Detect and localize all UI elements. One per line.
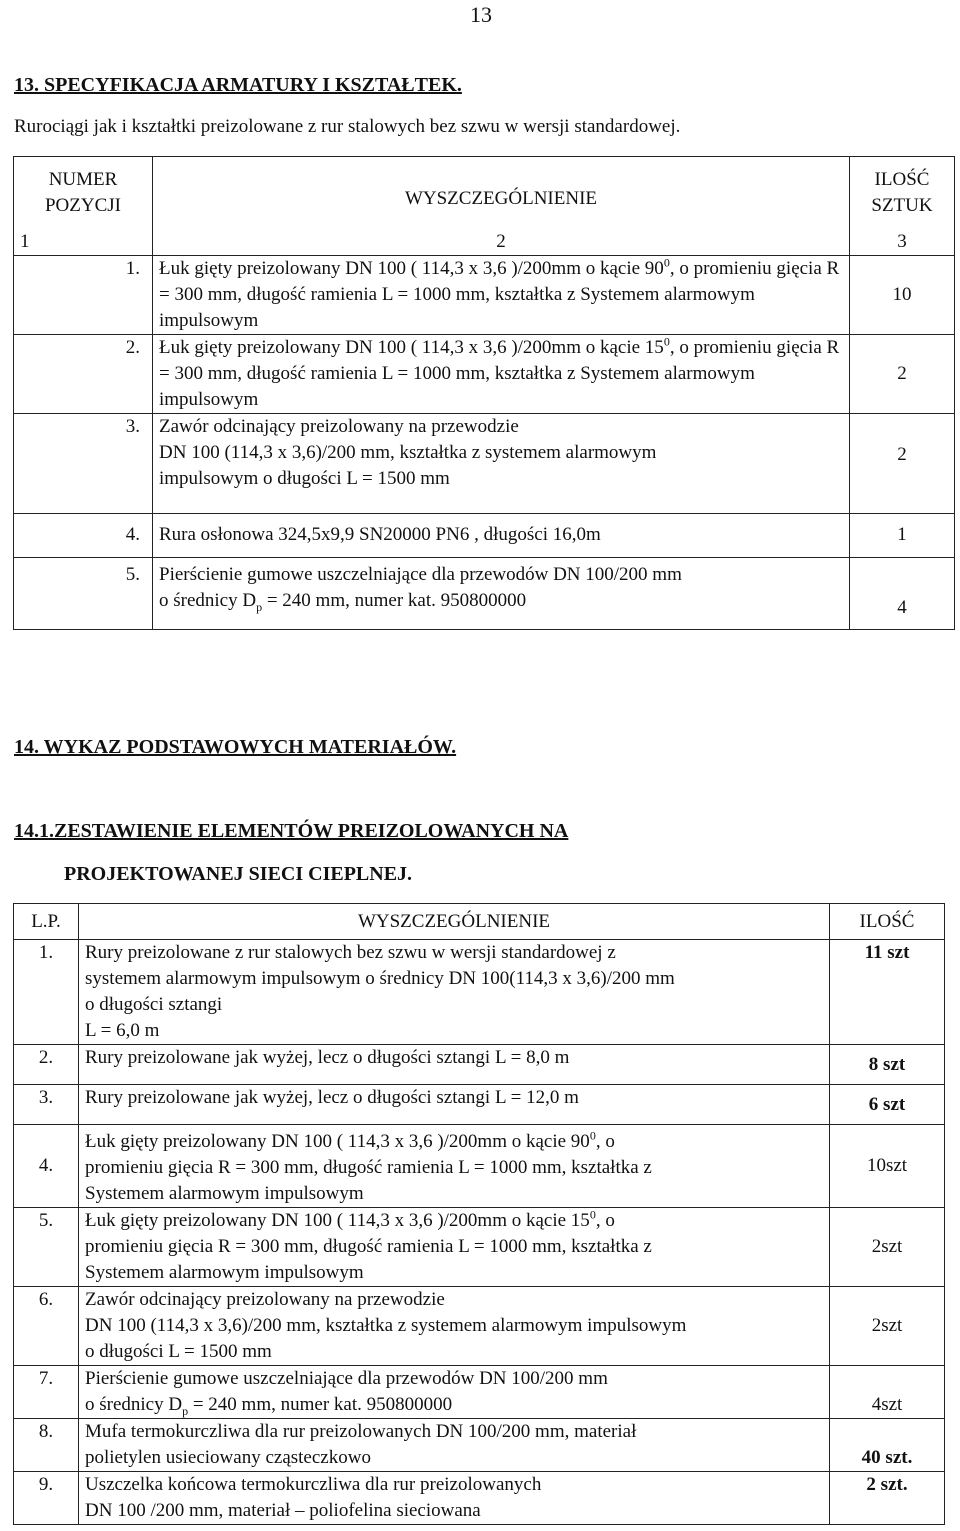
row-description: [79, 1366, 830, 1419]
header-quantity-line1: ILOŚĆ: [874, 168, 930, 190]
row-description-line: DN 100 (114,3 x 3,6)/200 mm, kształtka z systemem alarmowym impulsowym: [85, 1315, 687, 1336]
row-description-line: promieniu gięcia R = 300 mm, długość ramienia L = 1000 mm, kształtka z: [85, 1157, 652, 1178]
table-row: [14, 1366, 945, 1419]
row-description-line: L = 6,0 m: [85, 1020, 160, 1041]
row-description: [79, 1472, 830, 1525]
row-description-line: [85, 1208, 823, 1234]
specification-table: [13, 156, 955, 630]
colnum-2: 2: [153, 229, 850, 256]
section-14-1-title-line2: PROJEKTOWANEJ SIECI CIEPLNEJ.: [64, 863, 413, 885]
column-number-row: [14, 229, 955, 256]
table-row: [14, 413, 955, 513]
subscript: p: [256, 599, 263, 614]
row-number: 7.: [14, 1366, 79, 1419]
row-description: [79, 940, 830, 1045]
row-description: [79, 1419, 830, 1472]
row-quantity: 6 szt: [830, 1085, 945, 1125]
header-number-line2: POZYCJI: [44, 194, 121, 216]
row-description: Rury preizolowane jak wyżej, lecz o długości sztangi L = 8,0 m: [79, 1045, 830, 1085]
row-description-line: Pierścienie gumowe uszczelniające dla przewodów DN 100/200 mm: [85, 1368, 608, 1389]
table-row: [14, 334, 955, 413]
row-description-line: Uszczelka końcowa termokurczliwa dla rur preizolowanych: [85, 1474, 542, 1495]
row-description-line: Systemem alarmowym impulsowym: [85, 1183, 364, 1204]
row-description-text: , o: [595, 1210, 615, 1231]
row-description-text: o średnicy D: [85, 1394, 183, 1415]
row-number: 9.: [14, 1472, 79, 1525]
row-quantity: 11 szt: [830, 940, 945, 1045]
row-description-line: promieniu gięcia R = 300 mm, długość ramienia L = 1000 mm, kształtka z: [85, 1236, 652, 1257]
row-number: 5.: [14, 557, 153, 629]
row-description-line: [85, 1392, 823, 1418]
row-description-line: DN 100 /200 mm, materiał – poliofelina sieciowana: [85, 1500, 481, 1521]
row-number: 4.: [14, 513, 153, 557]
header-lp: L.P.: [14, 904, 79, 940]
row-description-line: Pierścienie gumowe uszczelniające dla przewodów DN 100/200 mm: [159, 563, 682, 585]
header-quantity-line2: SZTUK: [871, 194, 933, 216]
row-description-line: Zawór odcinający preizolowany na przewodzie: [159, 415, 519, 437]
row-quantity: 2 szt.: [830, 1472, 945, 1525]
table-row: [14, 940, 945, 1045]
row-description-line: Systemem alarmowym impulsowym: [85, 1262, 364, 1283]
row-number: 5.: [14, 1208, 79, 1287]
row-number: 3.: [14, 413, 153, 513]
row-quantity: 2: [850, 413, 955, 513]
row-description: [153, 557, 850, 629]
page-number: 13: [470, 2, 492, 27]
row-number: 1.: [14, 255, 153, 334]
row-description-text: Łuk gięty preizolowany DN 100 ( 114,3 x 3,6 )/200mm o kącie 90: [85, 1131, 590, 1152]
row-description-text: , o promieniu gięcia R = 300 mm, długość ramienia L = 1000 mm, kształtka z Systemem alarmowym impulsowym: [159, 336, 840, 410]
row-description-line: systemem alarmowym impulsowym o średnicy DN 100(114,3 x 3,6)/200 mm: [85, 968, 675, 989]
row-quantity: 1: [850, 513, 955, 557]
row-description-line: impulsowym o długości L = 1500 mm: [159, 467, 450, 489]
section-14-title: 14. WYKAZ PODSTAWOWYCH MATERIAŁÓW.: [14, 736, 457, 758]
row-description: [79, 1125, 830, 1208]
degree-superscript: 0: [663, 255, 670, 270]
subscript: p: [182, 1403, 189, 1418]
row-quantity: 10szt: [830, 1125, 945, 1208]
colnum-1: 1: [14, 229, 153, 256]
row-quantity: 10: [850, 255, 955, 334]
row-quantity: 4: [850, 557, 955, 629]
row-number: 1.: [14, 940, 79, 1045]
table-row: [14, 1419, 945, 1472]
row-number: 3.: [14, 1085, 79, 1125]
row-description-line: polietylen usieciowany cząsteczkowo: [85, 1447, 371, 1468]
row-description-line: [85, 1129, 823, 1155]
table-header-row: [14, 904, 945, 940]
table-header-row: [14, 157, 955, 229]
table-row: [14, 1287, 945, 1366]
header-description: WYSZCZEGÓLNIENIE: [79, 904, 830, 940]
row-quantity: 4szt: [830, 1366, 945, 1419]
row-number: 6.: [14, 1287, 79, 1366]
section-14-1-title: 14.1.ZESTAWIENIE ELEMENTÓW PREIZOLOWANYCH NA: [14, 820, 569, 842]
table-row: [14, 1045, 945, 1085]
degree-superscript: 0: [589, 1128, 596, 1143]
row-description: Rury preizolowane jak wyżej, lecz o długości sztangi L = 12,0 m: [79, 1085, 830, 1125]
header-description: WYSZCZEGÓLNIENIE: [153, 157, 850, 229]
row-description-text: , o: [595, 1131, 615, 1152]
row-description: [153, 413, 850, 513]
row-description-line: DN 100 (114,3 x 3,6)/200 mm, kształtka z systemem alarmowym: [159, 441, 657, 463]
row-description-text: Łuk gięty preizolowany DN 100 ( 114,3 x 3,6 )/200mm o kącie 15: [85, 1210, 590, 1231]
row-description: Rura osłonowa 324,5x9,9 SN20000 PN6 , długości 16,0m: [153, 513, 850, 557]
row-description-text: Łuk gięty preizolowany DN 100 ( 114,3 x 3,6 )/200mm o kącie 15: [159, 336, 664, 358]
row-description: [79, 1208, 830, 1287]
table-row: [14, 557, 955, 629]
table-row: [14, 1125, 945, 1208]
row-number: 2.: [14, 334, 153, 413]
row-description-text: Łuk gięty preizolowany DN 100 ( 114,3 x 3,6 )/200mm o kącie 90: [159, 257, 664, 279]
table-row: [14, 255, 955, 334]
row-quantity: 40 szt.: [830, 1419, 945, 1472]
row-description-text: , o promieniu gięcia R = 300 mm, długość ramienia L = 1000 mm, kształtka z Systemem alarmowym impulsowym: [159, 257, 840, 331]
row-description-line: [159, 588, 843, 614]
row-number: 4.: [14, 1125, 79, 1208]
row-description: [153, 255, 850, 334]
row-quantity: 2szt: [830, 1208, 945, 1287]
row-quantity: 2: [850, 334, 955, 413]
row-quantity: 8 szt: [830, 1045, 945, 1085]
header-quantity: [850, 157, 955, 229]
degree-superscript: 0: [589, 1207, 596, 1222]
section-13-subtitle: Rurociągi jak i kształtki preizolowane z rur stalowych bez szwu w wersji standardowej.: [14, 116, 681, 137]
header-quantity: ILOŚĆ: [830, 904, 945, 940]
row-description-line: Zawór odcinający preizolowany na przewodzie: [85, 1289, 445, 1310]
header-number-line1: NUMER: [48, 168, 118, 190]
section-13-title: 13. SPECYFIKACJA ARMATURY I KSZTAŁTEK.: [14, 74, 462, 96]
row-description-text: = 240 mm, numer kat. 950800000: [188, 1394, 453, 1415]
row-description: [153, 334, 850, 413]
table-row: [14, 1472, 945, 1525]
row-description-text: o średnicy D: [159, 589, 257, 611]
materials-table: [13, 903, 945, 1525]
row-description-line: o długości L = 1500 mm: [85, 1341, 272, 1362]
row-description-line: Rury preizolowane z rur stalowych bez szwu w wersji standardowej z: [85, 942, 616, 963]
row-description-text: = 240 mm, numer kat. 950800000: [262, 589, 527, 611]
row-number: 2.: [14, 1045, 79, 1085]
table-row: [14, 1208, 945, 1287]
row-description-line: Mufa termokurczliwa dla rur preizolowanych DN 100/200 mm, materiał: [85, 1421, 637, 1442]
table-row: [14, 1085, 945, 1125]
degree-superscript: 0: [663, 334, 670, 349]
row-description-line: o długości sztangi: [85, 994, 223, 1015]
colnum-3: 3: [850, 229, 955, 256]
table-row: [14, 513, 955, 557]
header-number: [14, 157, 153, 229]
row-number: 8.: [14, 1419, 79, 1472]
row-quantity: 2szt: [830, 1287, 945, 1366]
row-description: [79, 1287, 830, 1366]
